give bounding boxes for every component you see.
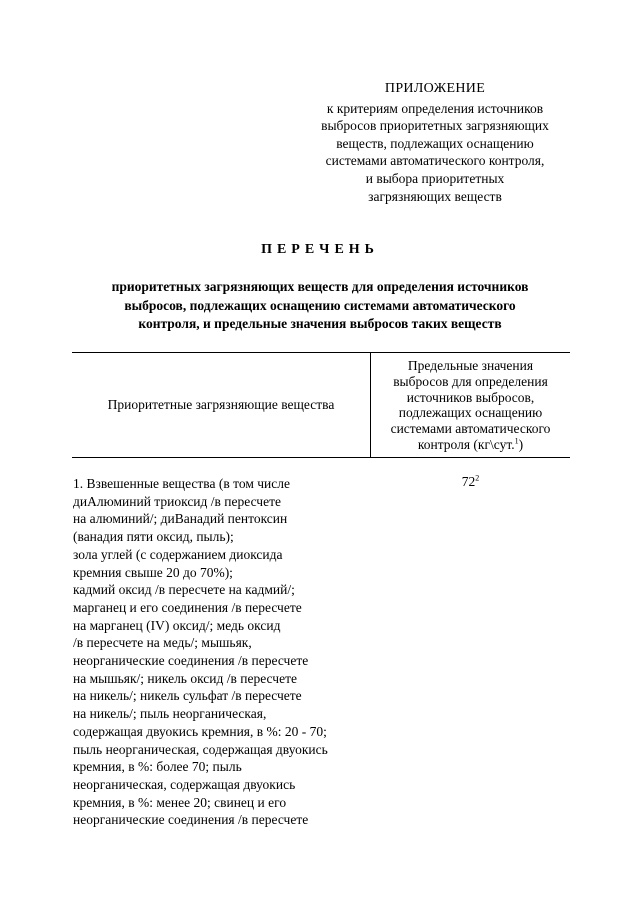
row-line: пыль неорганическая, содержащая двуокись [73, 741, 328, 757]
table-row [73, 475, 369, 829]
header-text: контроля (кг\сут. [417, 436, 515, 452]
row-line: на алюминий/; диВанадий пентоксин [73, 511, 288, 527]
row-line: на никель/; пыль неорганическая, [73, 706, 267, 722]
header-line-last [371, 437, 570, 453]
document-subtitle [60, 278, 580, 334]
row-line: 1. Взвешенные вещества (в том числе [73, 476, 290, 491]
row-line: неорганические соединения /в пересчете [73, 653, 309, 669]
table-header-limits [371, 358, 570, 453]
row-line: зола углей (с содержанием диоксида [73, 546, 283, 562]
appendix-line: веществ, подлежащих оснащению [336, 135, 534, 151]
row-line: марганец и его соединения /в пересчете [73, 599, 302, 615]
appendix-line: выбросов приоритетных загрязняющих [321, 118, 549, 134]
row-line: диАлюминий триоксид /в пересчете [73, 493, 281, 509]
appendix-heading: ПРИЛОЖЕНИЕ [384, 81, 486, 96]
row-line: неорганические соединения /в пересчете [73, 812, 309, 828]
appendix-line: системами автоматического контроля, [325, 153, 545, 169]
subtitle-line: приоритетных загрязняющих веществ для определения источников [111, 279, 529, 294]
appendix-line: загрязняющих веществ [368, 188, 502, 204]
row-line: кремния, в %: менее 20; свинец и его [73, 794, 287, 810]
row-line: (ванадия пяти оксид, пыль); [73, 529, 234, 545]
appendix-line: и выбора приоритетных [365, 170, 505, 186]
row-line: кремния свыше 20 до 70%); [73, 564, 233, 580]
row-line: на никель/; никель сульфат /в пересчете [73, 688, 302, 704]
appendix-block [300, 80, 570, 205]
header-line: источников выбросов, [406, 389, 535, 405]
row-line: неорганическая, содержащая двуокись [73, 776, 296, 792]
table-header-border [72, 457, 570, 458]
row-line: на марганец (IV) оксид/; медь оксид [73, 617, 281, 633]
table-cell-limit-value [371, 474, 570, 490]
table-top-border [72, 352, 570, 353]
header-text-tail: ) [518, 436, 524, 452]
subtitle-line: выбросов, подлежащих оснащению системами автоматического [124, 297, 516, 313]
row-line: кремния, в %: более 70; пыль [73, 759, 242, 775]
limit-value: 72 [461, 474, 476, 489]
table-header-substances: Приоритетные загрязняющие вещества [107, 397, 335, 412]
subtitle-line: контроля, и предельные значения выбросов таких веществ [138, 316, 502, 331]
header-line: системами автоматического [390, 421, 551, 437]
footnote-marker: 1 [514, 436, 519, 446]
row-line: на мышьяк/; никель оксид /в пересчете [73, 670, 297, 686]
header-line: выбросов для определения [393, 373, 548, 389]
document-title: ПЕРЕЧЕНЬ [261, 242, 379, 257]
header-line: Предельные значения [407, 358, 534, 373]
footnote-marker: 2 [475, 473, 480, 483]
row-line: /в пересчете на медь/; мышьяк, [73, 635, 252, 651]
appendix-line: к критериям определения источников [326, 100, 544, 116]
row-line: кадмий оксид /в пересчете на кадмий/; [73, 582, 295, 598]
header-line: подлежащих оснащению [398, 405, 543, 421]
row-line: содержащая двуокись кремния, в %: 20 - 70; [73, 723, 327, 739]
